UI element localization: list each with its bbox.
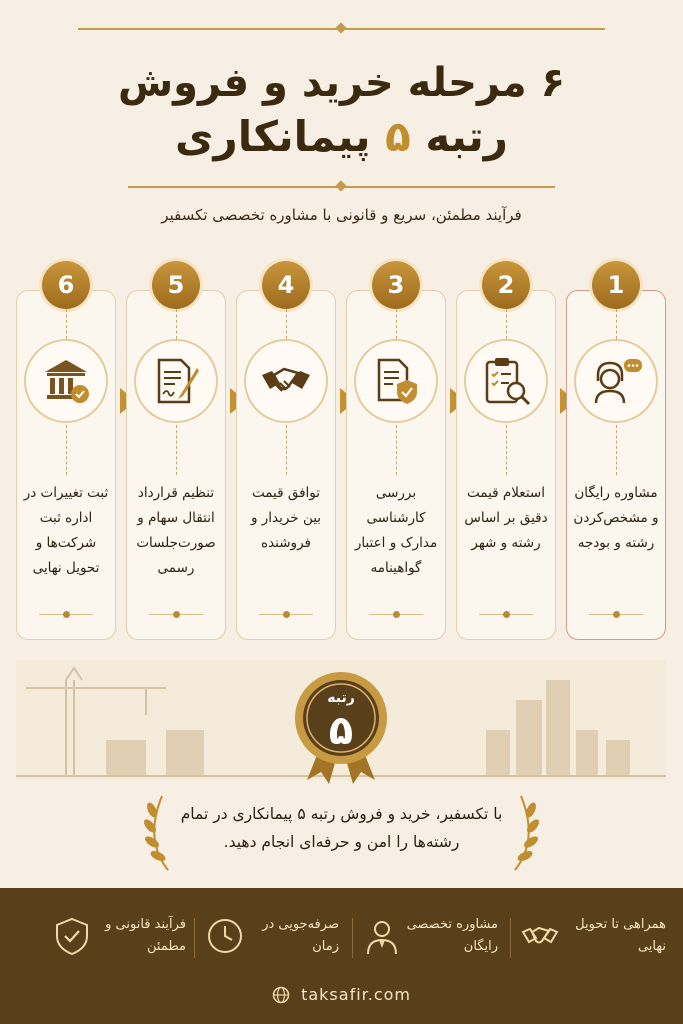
- feature-legal-process: [52, 910, 212, 960]
- step-icon-circle: [464, 339, 548, 423]
- step-card-1: [566, 271, 666, 640]
- top-rule-ornament: [335, 22, 346, 33]
- consultant-icon: [362, 916, 402, 956]
- headset-chat-icon: [588, 353, 644, 409]
- step-card-3: [346, 271, 446, 640]
- step-number-badge: 3: [372, 261, 420, 309]
- handshake-icon: [520, 916, 560, 956]
- title-rank-number: ۵: [385, 112, 411, 161]
- step-connector: [396, 309, 397, 339]
- feature-free-consultation: [362, 910, 522, 960]
- step-connector: [506, 309, 507, 339]
- title-word-contracting: پیمانکاری: [175, 112, 371, 161]
- step-description: مشاوره رایگان و مشخص‌کردن رشته و بودجه: [573, 485, 659, 551]
- website-text: taksafir.com: [301, 985, 412, 1004]
- feature-label: فرآیند قانونی و مطمئن: [105, 917, 186, 954]
- step-number-badge: 2: [482, 261, 530, 309]
- shield-check-icon: [52, 916, 92, 956]
- summary-text: با تکسفیر، خرید و فروش رتبه ۵ پیمانکاری در تمام رشته‌ها را امن و حرفه‌ای انجام دهید.: [180, 805, 503, 851]
- step-foot-dot: [613, 611, 620, 618]
- rank-emblem: [291, 668, 391, 788]
- step-connector: [176, 309, 177, 339]
- clipboard-search-icon: [479, 354, 533, 408]
- document-shield-icon: [369, 354, 423, 408]
- footer-bar: [0, 888, 683, 1024]
- step-icon-circle: [574, 339, 658, 423]
- step-connector: [616, 309, 617, 339]
- step-description: استعلام قیمت دقیق بر اساس رشته و شهر: [464, 485, 548, 551]
- step-foot-dot: [503, 611, 510, 618]
- bank-check-icon: [39, 354, 93, 408]
- page-title-line1: ۶ مرحله خرید و فروش: [117, 60, 566, 106]
- step-connector: [286, 425, 287, 475]
- emblem-number: ۵: [328, 708, 354, 754]
- feature-time-saving: [205, 910, 365, 960]
- emblem-label: رتبه: [327, 690, 355, 706]
- handshake-icon: [258, 353, 314, 409]
- title-rule-ornament: [335, 180, 346, 191]
- step-foot-dot: [63, 611, 70, 618]
- step-description: توافق قیمت بین خریدار و فروشنده: [250, 485, 322, 551]
- step-connector: [66, 425, 67, 475]
- step-description: ثبت تغییرات در اداره ثبت شرکت‌ها و تحویل نهایی: [23, 485, 109, 576]
- step-icon-circle: [24, 339, 108, 423]
- step-icon-circle: [244, 339, 328, 423]
- step-connector: [506, 425, 507, 475]
- feature-label: صرفه‌جویی در زمان: [262, 917, 339, 954]
- step-card-5: [126, 271, 226, 640]
- page-subtitle: فرآیند مطمئن، سریع و قانونی با مشاوره تخصصی تکسفیر: [161, 206, 522, 224]
- step-icon-circle: [354, 339, 438, 423]
- step-connector: [66, 309, 67, 339]
- globe-icon: [272, 986, 290, 1004]
- step-card-2: [456, 271, 556, 640]
- step-connector: [616, 425, 617, 475]
- step-number-badge: 4: [262, 261, 310, 309]
- page-title-line2: [0, 112, 683, 161]
- step-card-4: [236, 271, 336, 640]
- steps-row: [12, 258, 672, 643]
- step-foot-dot: [283, 611, 290, 618]
- step-connector: [396, 425, 397, 475]
- step-description: تنظیم قرارداد انتقال سهام و صورت‌جلسات رسمی: [136, 485, 216, 576]
- feature-label: همراهی تا تحویل نهایی: [575, 917, 666, 954]
- step-card-6: [16, 271, 116, 640]
- step-foot-dot: [393, 611, 400, 618]
- step-icon-circle: [134, 339, 218, 423]
- step-connector: [176, 425, 177, 475]
- title-word-rank: رتبه: [425, 112, 508, 161]
- website-link[interactable]: [0, 984, 683, 1004]
- step-description: بررسی کارشناسی مدارک و اعتبار گواهینامه: [354, 485, 438, 576]
- step-number-badge: 6: [42, 261, 90, 309]
- step-number-badge: 5: [152, 261, 200, 309]
- feature-final-delivery: [520, 910, 680, 960]
- feature-label: مشاوره تخصصی رایگان: [406, 917, 498, 954]
- step-connector: [286, 309, 287, 339]
- step-number-badge: 1: [592, 261, 640, 309]
- step-foot-dot: [173, 611, 180, 618]
- contract-pen-icon: [149, 354, 203, 408]
